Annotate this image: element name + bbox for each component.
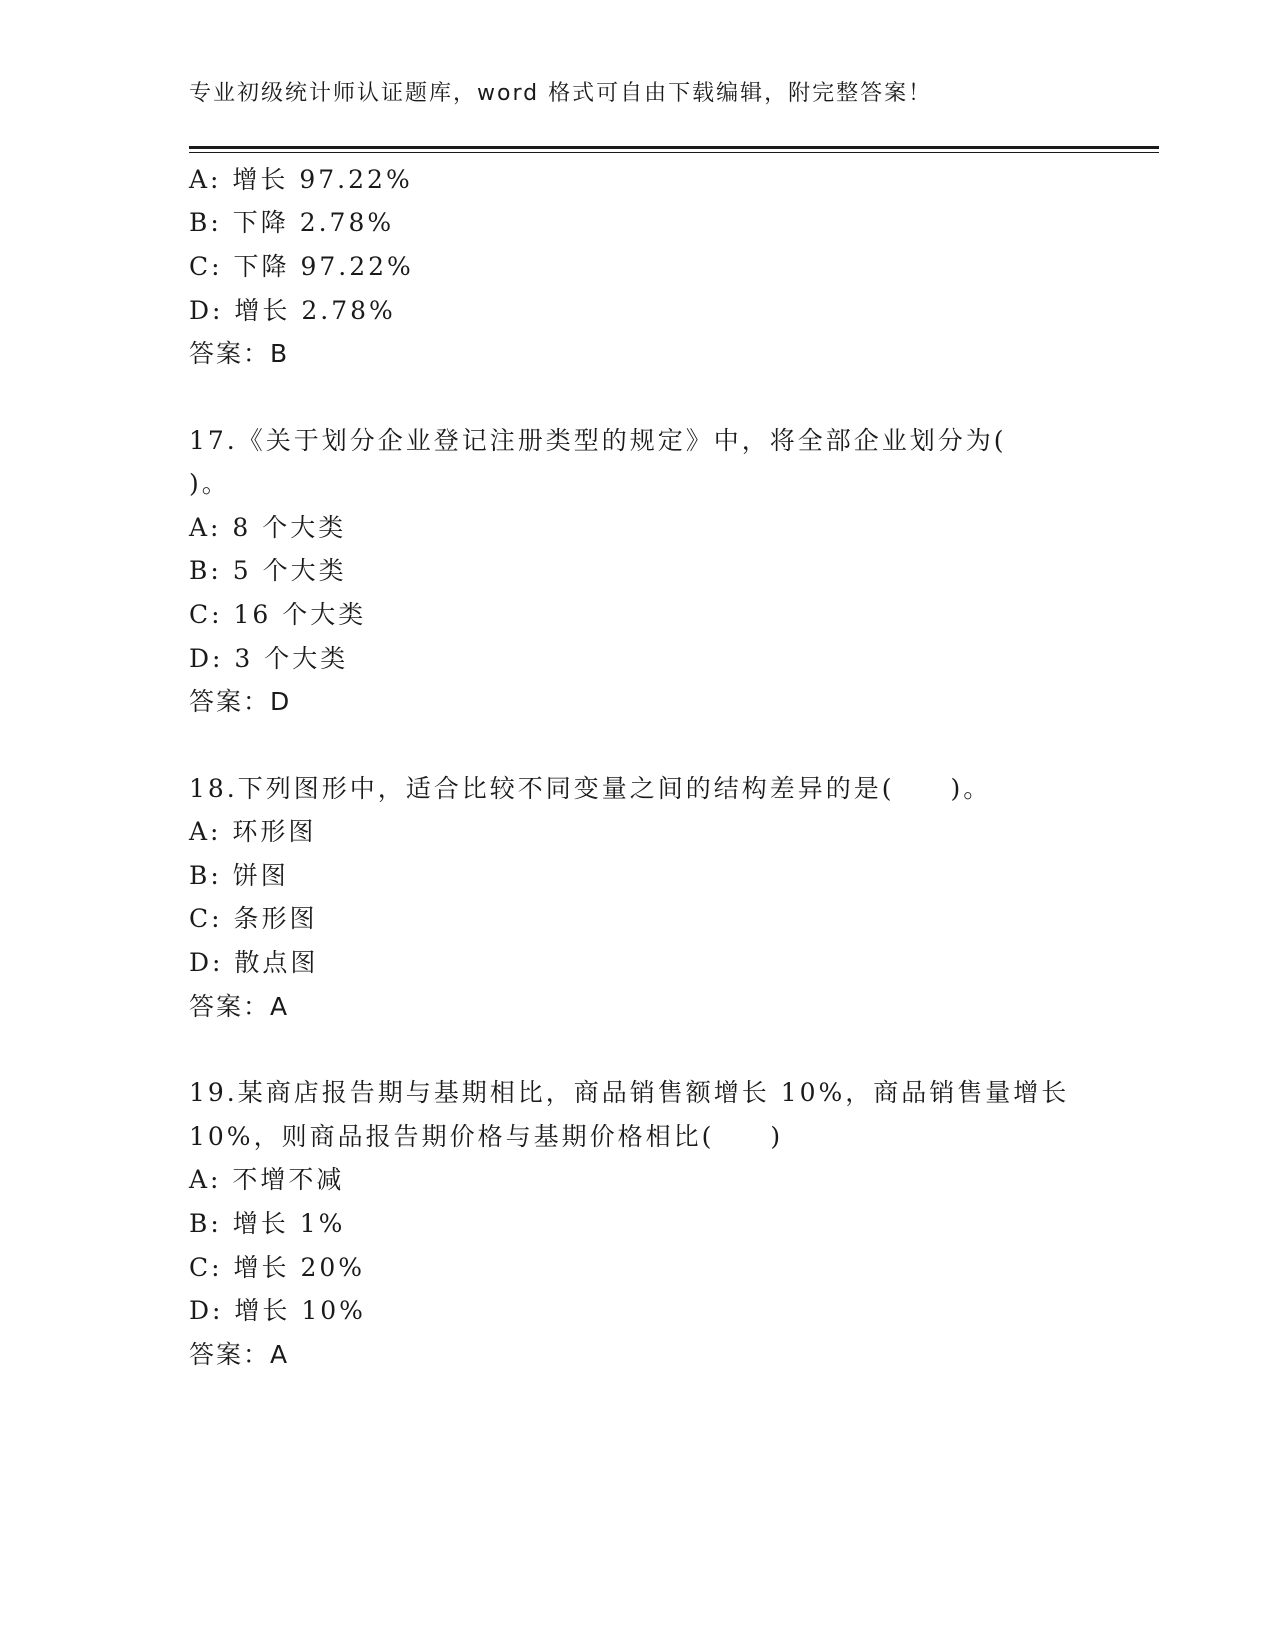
header-text: 专业初级统计师认证题库，word 格式可自由下载编辑，附完整答案！: [189, 81, 933, 106]
answer: 答案：D: [189, 687, 292, 716]
question-text-cont: )。: [189, 469, 230, 498]
option-b: B: 增长 1%: [189, 1209, 346, 1238]
option-d: D: 增长 2.78%: [189, 296, 396, 325]
answer: 答案：A: [189, 992, 290, 1021]
option-b: B: 5 个大类: [189, 556, 347, 585]
option-a: A: 增长 97.22%: [189, 165, 413, 194]
option-d: D: 散点图: [189, 948, 319, 977]
answer: 答案：B: [189, 339, 290, 368]
option-c: C: 16 个大类: [189, 600, 367, 629]
header-rule-thin: [189, 152, 1159, 153]
question-text: 19.某商店报告期与基期相比，商品销售额增长 10%，商品销售量增长: [189, 1078, 1070, 1107]
option-c: C: 下降 97.22%: [189, 252, 414, 281]
header-rule-thick: [189, 146, 1159, 149]
question-text: 18.下列图形中，适合比较不同变量之间的结构差异的是( )。: [189, 774, 992, 803]
option-a: A: 不增不减: [189, 1165, 345, 1194]
option-d: D: 增长 10%: [189, 1296, 366, 1325]
option-a: A: 环形图: [189, 817, 317, 846]
option-b: B: 饼图: [189, 861, 289, 890]
question-text-cont: 10%，则商品报告期价格与基期价格相比( ): [189, 1122, 784, 1151]
question-text: 17.《关于划分企业登记注册类型的规定》中，将全部企业划分为(: [189, 426, 1007, 455]
option-d: D: 3 个大类: [189, 644, 349, 673]
option-c: C: 增长 20%: [189, 1253, 366, 1282]
option-a: A: 8 个大类: [189, 513, 347, 542]
option-b: B: 下降 2.78%: [189, 208, 395, 237]
option-c: C: 条形图: [189, 904, 318, 933]
answer: 答案：A: [189, 1340, 290, 1369]
